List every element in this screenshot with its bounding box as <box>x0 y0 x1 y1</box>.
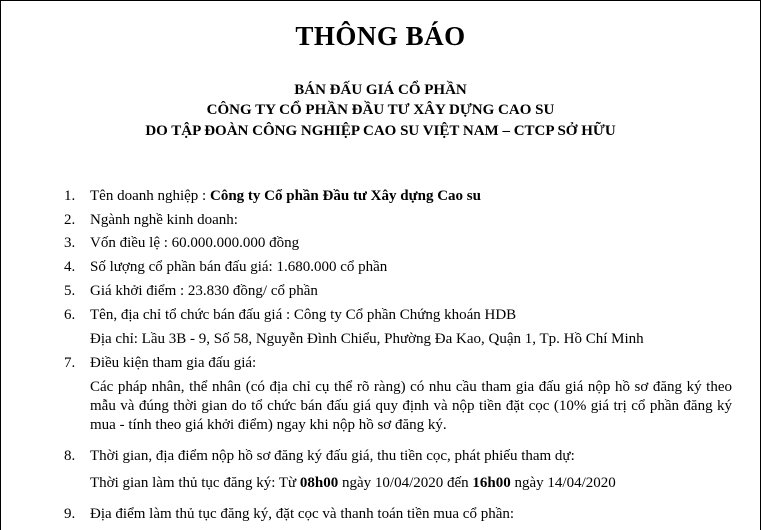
company-name: Công ty Cổ phần Đầu tư Xây dựng Cao su <box>209 188 481 204</box>
list-item-share-quantity <box>1 258 761 277</box>
item-text: Số lượng cổ phần bán đấu giá: 1.680.000 cổ phần <box>90 259 388 275</box>
list-item-company-name <box>1 187 761 206</box>
item-number: 1. <box>64 188 76 204</box>
item-text: Tên, địa chỉ tổ chức bán đấu giá : Công ty Cổ phần Chứng khoán HDB <box>90 307 517 323</box>
list-item-participation-conditions <box>1 354 761 373</box>
list-item-auction-organizer <box>1 306 761 325</box>
list-item-registration-location <box>1 505 761 524</box>
item-number: 8. <box>64 448 76 464</box>
list-item-business-lines <box>1 211 761 230</box>
participation-conditions-detail: Các pháp nhân, thể nhân (có địa chỉ cụ thể rõ ràng) có nhu cầu tham gia đấu giá nộp hồ sơ đăng ký theo mẫu và đúng thời gian do tổ chức bán đấu giá quy định và nộp tiền đặt cọc (10% giá trị cổ phần đăng ký mua - tính theo giá khởi điểm) ngay khi nộp hồ sơ đăng ký. <box>90 379 732 433</box>
item-number: 5. <box>64 283 76 299</box>
item-text: Địa điểm làm thủ tục đăng ký, đặt cọc và thanh toán tiền mua cổ phần: <box>90 506 515 522</box>
item-text <box>90 187 481 206</box>
registration-time <box>90 474 732 493</box>
registration-time-prefix: Thời gian làm thủ tục đăng ký: Từ <box>90 475 300 491</box>
subtitle-line-1: BÁN ĐẤU GIÁ CỔ PHẦN <box>294 82 467 98</box>
item-text: Ngành nghề kinh doanh: <box>90 212 238 228</box>
item-text: Thời gian, địa điểm nộp hồ sơ đăng ký đấu giá, thu tiền cọc, phát phiếu tham dự: <box>90 448 575 464</box>
item-number: 4. <box>64 259 76 275</box>
registration-time-suffix: ngày 14/04/2020 <box>510 475 616 491</box>
item-text: Vốn điều lệ : 60.000.000.000 đồng <box>90 235 300 251</box>
item-label: Tên doanh nghiệp : <box>90 188 210 204</box>
document-title: THÔNG BÁO <box>295 21 466 51</box>
list-item-starting-price <box>1 282 761 301</box>
registration-end-time: 16h00 <box>472 475 511 491</box>
item-text: Điều kiện tham gia đấu giá: <box>90 355 257 371</box>
subtitle-line-3: DO TẬP ĐOÀN CÔNG NGHIỆP CAO SU VIỆT NAM – CTCP SỞ HỮU <box>145 123 616 139</box>
item-text: Giá khởi điểm : 23.830 đồng/ cổ phần <box>90 283 318 299</box>
item-number: 6. <box>64 307 76 323</box>
item-number: 9. <box>64 506 76 522</box>
registration-start-time: 08h00 <box>299 475 339 491</box>
item-number: 3. <box>64 235 76 251</box>
item-number: 2. <box>64 212 76 228</box>
item-number: 7. <box>64 355 76 371</box>
organizer-address: Địa chỉ: Lầu 3B - 9, Số 58, Nguyễn Đình Chiểu, Phường Đa Kao, Quận 1, Tp. Hồ Chí Minh <box>90 331 644 347</box>
registration-time-middle: ngày 10/04/2020 đến <box>338 475 473 491</box>
subtitle-line-2: CÔNG TY CỔ PHẦN ĐẦU TƯ XÂY DỰNG CAO SU <box>206 102 555 118</box>
list-item-registration-time-place <box>1 447 761 466</box>
list-item-charter-capital <box>1 234 761 253</box>
